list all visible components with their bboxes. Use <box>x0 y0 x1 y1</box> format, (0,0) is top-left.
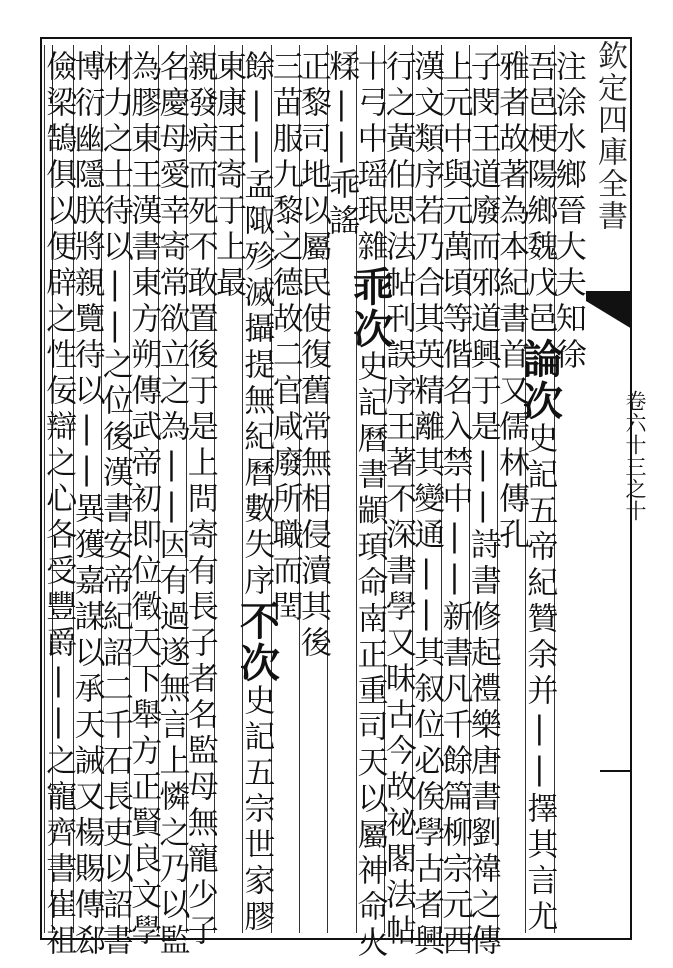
margin-rule <box>600 770 632 772</box>
text-segment: 注涂水鄉晉大夫知徐 <box>549 50 586 374</box>
entry-heading: 乖次 <box>346 266 394 350</box>
text-segment: 漢文類序若乃合其英精離其變通||其叙位必俟學古者興 <box>408 50 445 960</box>
text-segment: 上元中與元萬頃等偕名入禁中||新書凡千餘篇柳宗元西 <box>436 50 473 960</box>
text-segment: 十弓中瑶珉雜 <box>351 50 388 266</box>
text-segment: 史記五宗世家膠 <box>238 684 275 936</box>
entry-heading: 論次 <box>516 338 564 422</box>
book-title-banner <box>586 40 632 290</box>
text-segment: 博衍幽隱朕將親覽待以||異獲嘉謀以承天誡又楊賜傳郄 <box>68 50 105 960</box>
book-title: 欽定四庫全書 <box>592 40 627 232</box>
text-segment: 糅||乖謠 <box>323 50 360 240</box>
entry-heading: 不次 <box>233 600 281 684</box>
text-segment: 雅者故著為本紀書首又儒林傳孔 <box>493 50 530 554</box>
text-segment: 儉梁鵠俱以便辟之性佞辯之心各受豐爵||之寵齊書崔祖 <box>40 50 77 960</box>
text-segment: 東康王寄于上最 <box>210 50 247 302</box>
text-segment: 名慶母愛幸寄常欲立之為||因有過遂無言上憐之乃以監 <box>153 50 190 960</box>
text-column <box>38 50 78 960</box>
chapter-number: 卷六十三之十 <box>623 390 647 522</box>
text-segment: 吾邑梗陽鄉魏戊邑 <box>521 50 558 338</box>
text-segment: 子閔王道廢而邪道興于是||詩書修起禮樂唐書劉禕之傳 <box>464 50 501 960</box>
text-segment: 材力之士待以||之位後漢書安帝紀詔二千石長吏以詔書 <box>96 50 133 960</box>
text-segment: 親發病而死不敢置後于是上問寄有長子者名監母無寵少子 <box>181 50 218 950</box>
text-segment: 三苗服九黎之德故二官咸廢所職而閏 <box>266 50 303 626</box>
text-segment: 正黎司地以屬民使復舊常無相侵瀆其後 <box>295 50 331 662</box>
text-segment: 餘||孟陬殄滅攝提無紀曆數失序 <box>238 50 275 600</box>
text-segment: 為膠東王漢書東方朔傳武帝初即位徵天下舉方正賢良文學 <box>125 50 162 950</box>
fishtail-mark <box>586 291 632 331</box>
text-segment: 史記五帝紀贊余并||擇其言尤 <box>521 422 558 936</box>
text-segment: 行之黃伯思法帖刊誤序王著不深書學又昧古今故祕閣法帖 <box>379 50 416 950</box>
text-segment: 史記曆書顓頊命南正重司天以屬神命火 <box>351 350 388 962</box>
